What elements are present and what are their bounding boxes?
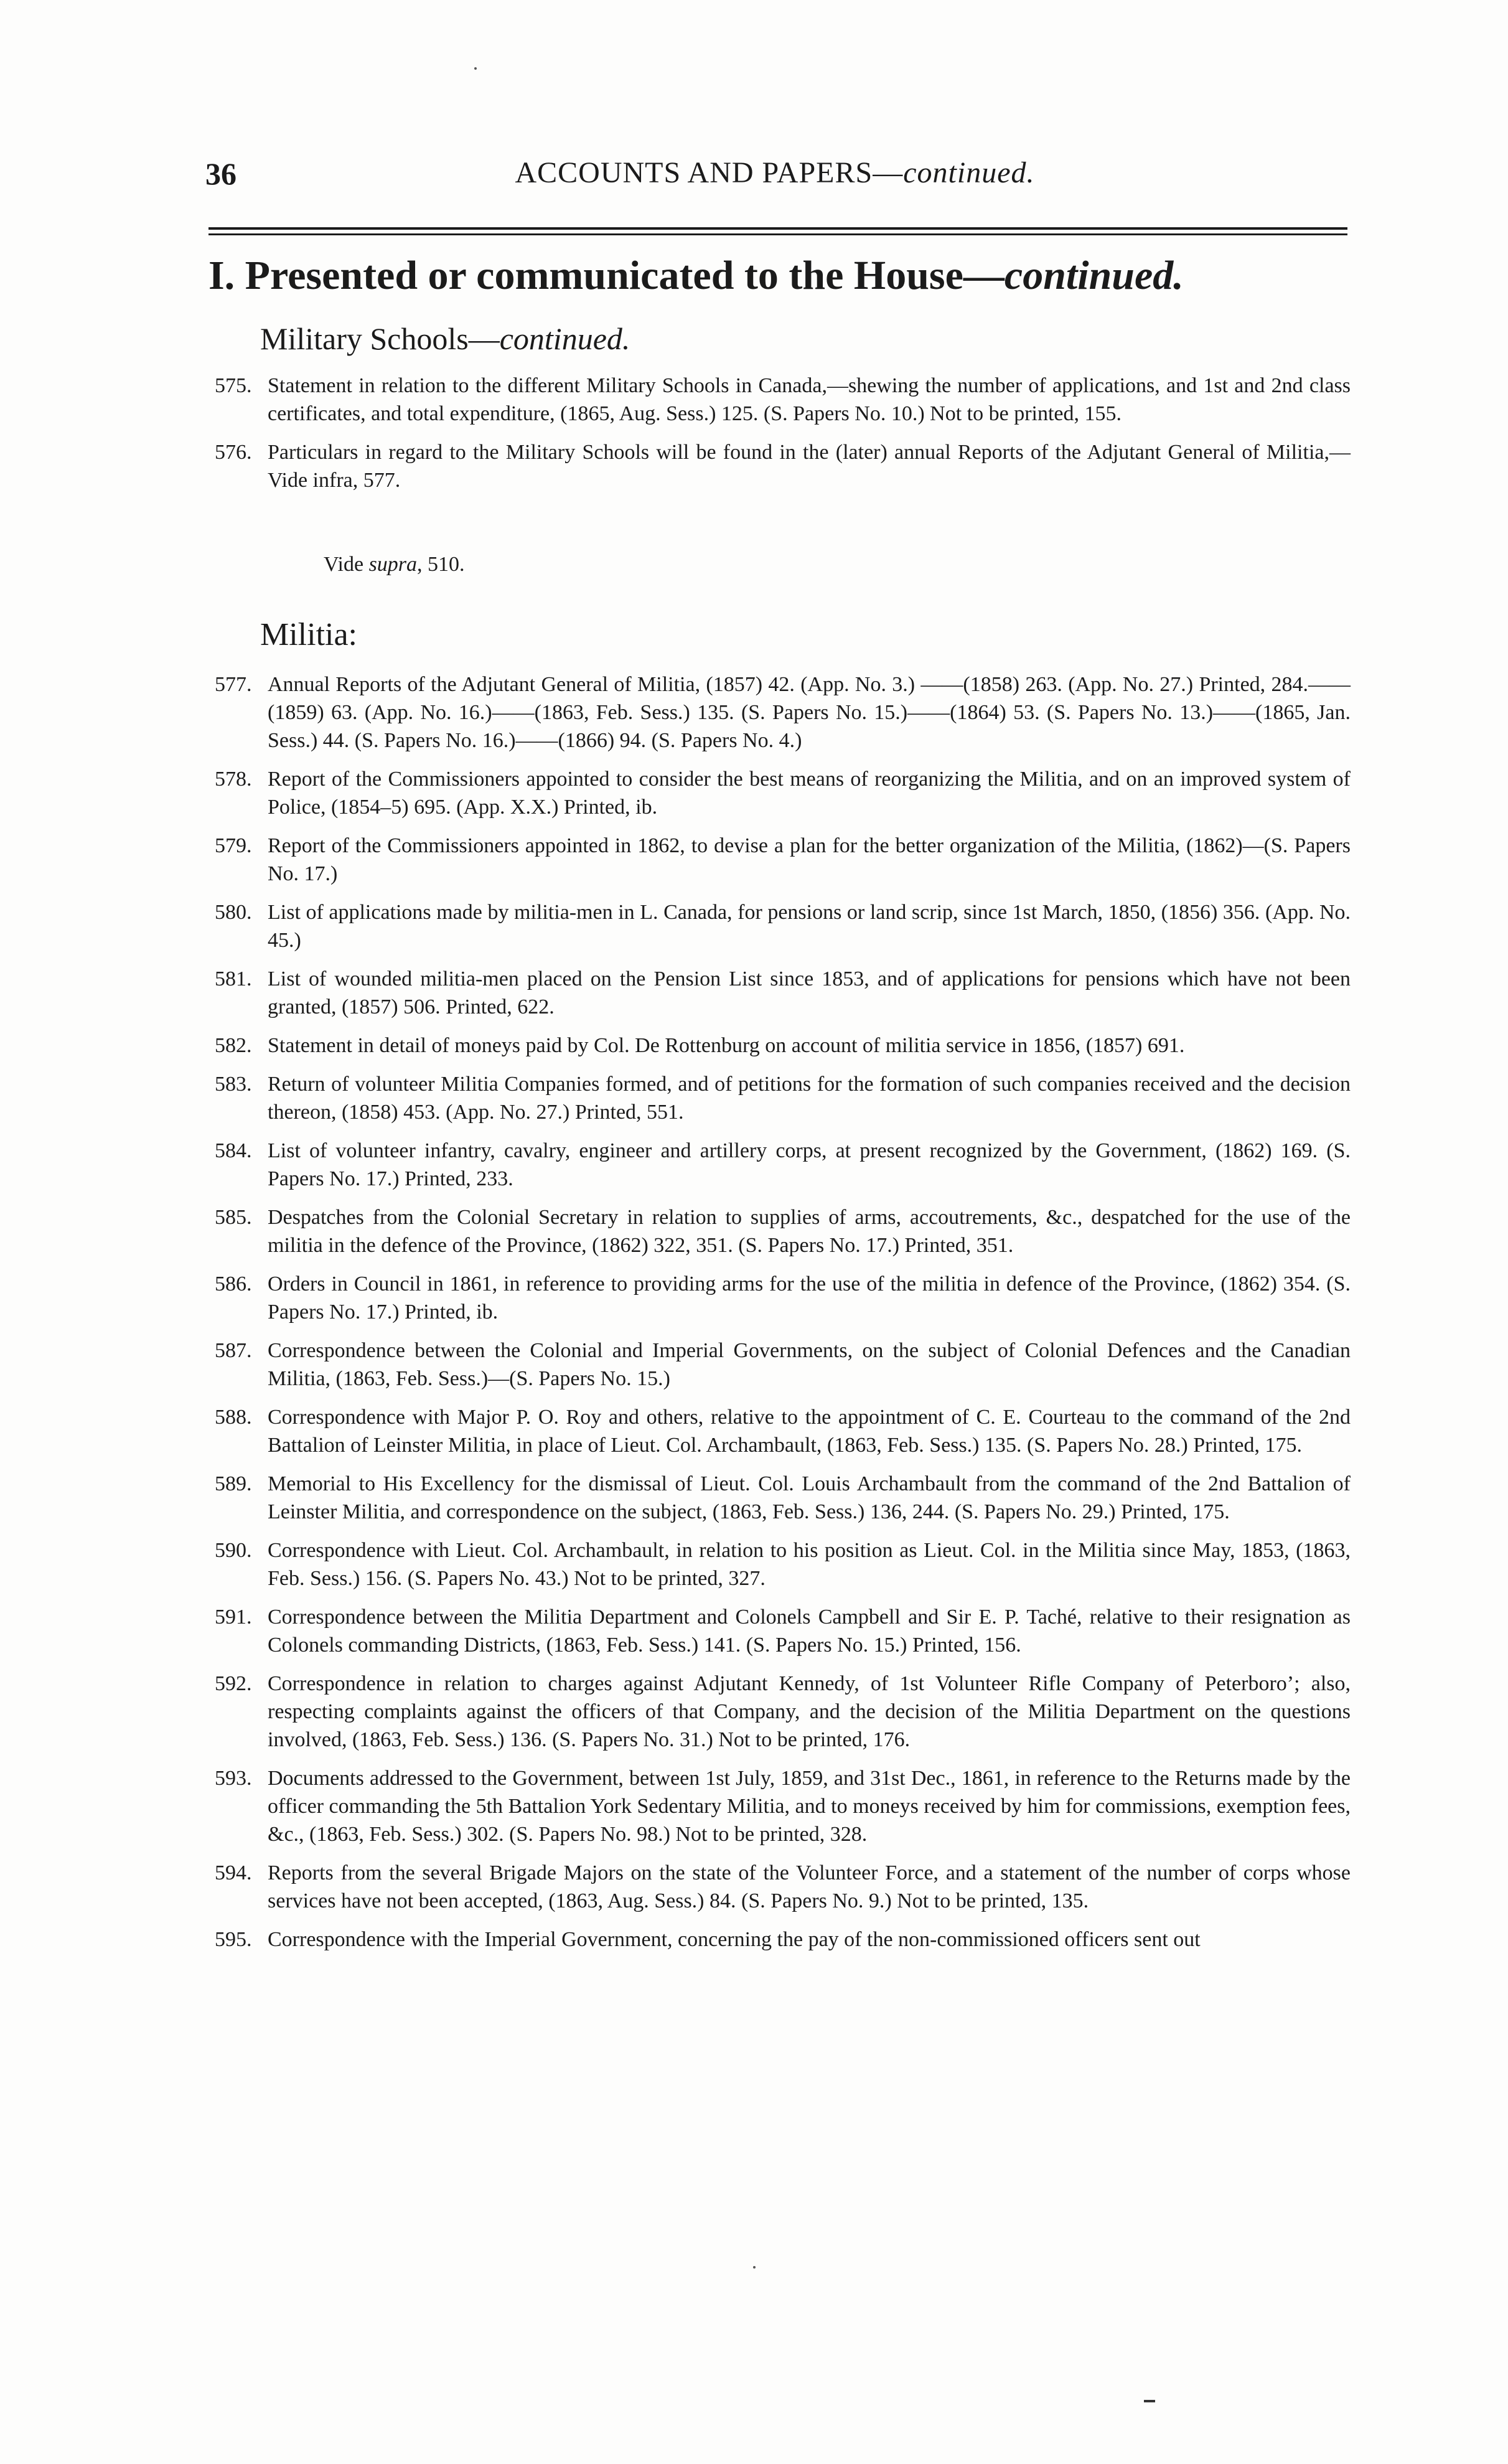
entry-text: Correspondence between the Colonial and Imperial Governments, on the subject of Colonial Defences and the Canadian Militia, (1863, Feb. Sess.)—(S. Papers No. 15.) bbox=[268, 1339, 1351, 1390]
entry-number: 579. bbox=[215, 834, 252, 857]
entry-number: 595. bbox=[215, 1928, 252, 1951]
entry-number: 586. bbox=[215, 1272, 252, 1295]
running-head-main: ACCOUNTS AND PAPERS— bbox=[515, 156, 904, 189]
entry-576 bbox=[215, 438, 1351, 494]
entry-text: Despatches from the Colonial Secretary in relation to supplies of arms, accoutrements, &c., despatched for the use of the militia in the defence of the Province, (1862) 322, 351. (S. Papers No. 17.) Printed, 351. bbox=[268, 1206, 1351, 1257]
entry-number: 589. bbox=[215, 1472, 252, 1495]
entry-581 bbox=[215, 965, 1351, 1021]
entry-text: List of volunteer infantry, cavalry, engineer and artillery corps, at present recognized by the Government, (1862) 169. (S. Papers No. 17.) Printed, 233. bbox=[268, 1139, 1351, 1190]
military-schools-heading-main: Military Schools— bbox=[260, 321, 500, 356]
entry-584 bbox=[215, 1137, 1351, 1193]
vide-suffix: , 510. bbox=[417, 553, 465, 576]
entry-588 bbox=[215, 1403, 1351, 1459]
entry-number: 582. bbox=[215, 1034, 252, 1057]
entry-number: 594. bbox=[215, 1861, 252, 1884]
entry-number: 583. bbox=[215, 1073, 252, 1096]
header-rule-bottom bbox=[208, 233, 1347, 235]
entry-text: Correspondence in relation to charges against Adjutant Kennedy, of 1st Volunteer Rifle Company of Peterboro’; also, respecting complaints against the officers of that Company, and the decision of the Militia Department on the questions involved, (1863, Feb. Sess.) 136. (S. Papers No. 31.) Not to be printed, 176. bbox=[268, 1672, 1351, 1751]
entry-number: 588. bbox=[215, 1406, 252, 1429]
section-title bbox=[208, 252, 1184, 299]
entry-text: Report of the Commissioners appointed in 1862, to devise a plan for the better organization of the Militia, (1862)—(S. Papers No. 17.) bbox=[268, 834, 1351, 885]
entry-text: Correspondence between the Militia Department and Colonels Campbell and Sir E. P. Taché, relative to their resignation as Colonels commanding Districts, (1863, Feb. Sess.) 141. (S. Papers No. 15.) Printed, 156. bbox=[268, 1606, 1351, 1657]
entry-577 bbox=[215, 670, 1351, 755]
entry-number: 576. bbox=[215, 441, 252, 464]
vide-supra-note bbox=[324, 553, 465, 576]
entry-text: Orders in Council in 1861, in reference to providing arms for the use of the militia in defence of the Province, (1862) 354. (S. Papers No. 17.) Printed, ib. bbox=[268, 1272, 1351, 1324]
entry-594 bbox=[215, 1859, 1351, 1915]
entry-text: Return of volunteer Militia Companies formed, and of petitions for the formation of such companies received and the decision thereon, (1858) 453. (App. No. 27.) Printed, 551. bbox=[268, 1073, 1351, 1124]
entry-number: 580. bbox=[215, 901, 252, 924]
section-title-italic: continued. bbox=[1004, 253, 1184, 298]
entry-593 bbox=[215, 1764, 1351, 1848]
entry-text: Correspondence with Major P. O. Roy and others, relative to the appointment of C. E. Courteau to the command of the 2nd Battalion of Leinster Militia, in place of Lieut. Col. Archambault, (1863, Feb. Sess.) 135. (S. Papers No. 28.) Printed, 175. bbox=[268, 1406, 1351, 1457]
page-number: 36 bbox=[205, 156, 237, 191]
vide-prefix: Vide bbox=[324, 553, 369, 576]
militia-heading: Militia: bbox=[260, 617, 357, 652]
entry-text: Memorial to His Excellency for the dismissal of Lieut. Col. Louis Archambault from the command of the 2nd Battalion of Leinster Militia, and correspondence on the subject, (1863, Feb. Sess.) 136, 244. (S. Papers No. 29.) Printed, 175. bbox=[268, 1472, 1351, 1523]
entry-575 bbox=[215, 372, 1351, 428]
page-header bbox=[205, 156, 1344, 205]
entry-text: List of applications made by militia-men in L. Canada, for pensions or land scrip, since 1st March, 1850, (1856) 356. (App. No. 45.) bbox=[268, 901, 1351, 952]
entry-587 bbox=[215, 1337, 1351, 1393]
entry-579 bbox=[215, 832, 1351, 888]
entry-591 bbox=[215, 1603, 1351, 1659]
scan-mark bbox=[1144, 2400, 1155, 2402]
entry-589 bbox=[215, 1470, 1351, 1526]
military-schools-heading-italic: continued. bbox=[499, 321, 630, 356]
entry-number: 591. bbox=[215, 1606, 252, 1629]
entry-text: Correspondence with Lieut. Col. Archambault, in relation to his position as Lieut. Col. in the Militia since May, 1853, (1863, Feb. Sess.) 156. (S. Papers No. 43.) Not to be printed, 327. bbox=[268, 1539, 1351, 1590]
entry-text: Statement in relation to the different Military Schools in Canada,—shewing the number of applications, and 1st and 2nd class certificates, and total expenditure, (1865, Aug. Sess.) 125. (S. Papers No. 10.) Not to be printed, 155. bbox=[268, 374, 1351, 425]
entry-number: 577. bbox=[215, 673, 252, 696]
entry-595 bbox=[215, 1926, 1351, 1954]
vide-italic: supra bbox=[368, 553, 418, 576]
running-head-italic: continued. bbox=[903, 156, 1035, 189]
entry-582 bbox=[215, 1032, 1351, 1060]
military-schools-heading bbox=[260, 321, 630, 357]
entry-number: 592. bbox=[215, 1672, 252, 1695]
entry-583 bbox=[215, 1070, 1351, 1126]
header-rule-top bbox=[208, 227, 1347, 230]
entry-text: Documents addressed to the Government, between 1st July, 1859, and 31st Dec., 1861, in reference to the Returns made by the officer commanding the 5th Battalion York Sedentary Militia, and to moneys received by him for commissions, exemption fees, &c., (1863, Feb. Sess.) 302. (S. Papers No. 98.) Not to be printed, 328. bbox=[268, 1767, 1351, 1846]
running-head bbox=[205, 156, 1344, 190]
entry-text: Correspondence with the Imperial Government, concerning the pay of the non-commissioned officers sent out bbox=[268, 1928, 1201, 1951]
scan-speck bbox=[753, 2266, 756, 2269]
military-schools-entries bbox=[215, 372, 1351, 505]
entry-text: Annual Reports of the Adjutant General of Militia, (1857) 42. (App. No. 3.) ——(1858) 263. (App. No. 27.) Printed, 284.——(1859) 63. (App. No. 16.)——(1863, Feb. Sess.) 135. (S. Papers No. 15.)——(1864) 53. (S. Papers No. 13.)——(1865, Jan. Sess.) 44. (S. Papers No. 16.)——(1866) 94. (S. Papers No. 4.) bbox=[268, 673, 1351, 752]
entry-text: Statement in detail of moneys paid by Col. De Rottenburg on account of militia service in 1856, (1857) 691. bbox=[268, 1034, 1185, 1057]
entry-590 bbox=[215, 1536, 1351, 1592]
entry-592 bbox=[215, 1670, 1351, 1754]
militia-entries bbox=[215, 670, 1351, 1964]
entry-number: 584. bbox=[215, 1139, 252, 1162]
entry-number: 578. bbox=[215, 768, 252, 791]
entry-text: Reports from the several Brigade Majors on the state of the Volunteer Force, and a statement of the number of corps whose services have not been accepted, (1863, Aug. Sess.) 84. (S. Papers No. 9.) Not to be printed, 135. bbox=[268, 1861, 1351, 1912]
entry-number: 590. bbox=[215, 1539, 252, 1562]
entry-number: 585. bbox=[215, 1206, 252, 1229]
entry-586 bbox=[215, 1270, 1351, 1326]
entry-text: List of wounded militia-men placed on the Pension List since 1853, and of applications for pensions which have not been granted, (1857) 506. Printed, 622. bbox=[268, 967, 1351, 1018]
entry-number: 587. bbox=[215, 1339, 252, 1362]
entry-number: 575. bbox=[215, 374, 252, 397]
entry-number: 593. bbox=[215, 1767, 252, 1790]
entry-580 bbox=[215, 898, 1351, 954]
entry-number: 581. bbox=[215, 967, 252, 990]
entry-text: Report of the Commissioners appointed to consider the best means of reorganizing the Militia, and on an improved system of Police, (1854–5) 695. (App. X.X.) Printed, ib. bbox=[268, 768, 1351, 819]
section-title-main: I. Presented or communicated to the House— bbox=[208, 253, 1005, 298]
entry-578 bbox=[215, 765, 1351, 821]
scan-speck bbox=[474, 67, 477, 70]
entry-585 bbox=[215, 1203, 1351, 1259]
entry-text: Particulars in regard to the Military Schools will be found in the (later) annual Reports of the Adjutant General of Militia,—Vide infra, 577. bbox=[268, 441, 1351, 492]
